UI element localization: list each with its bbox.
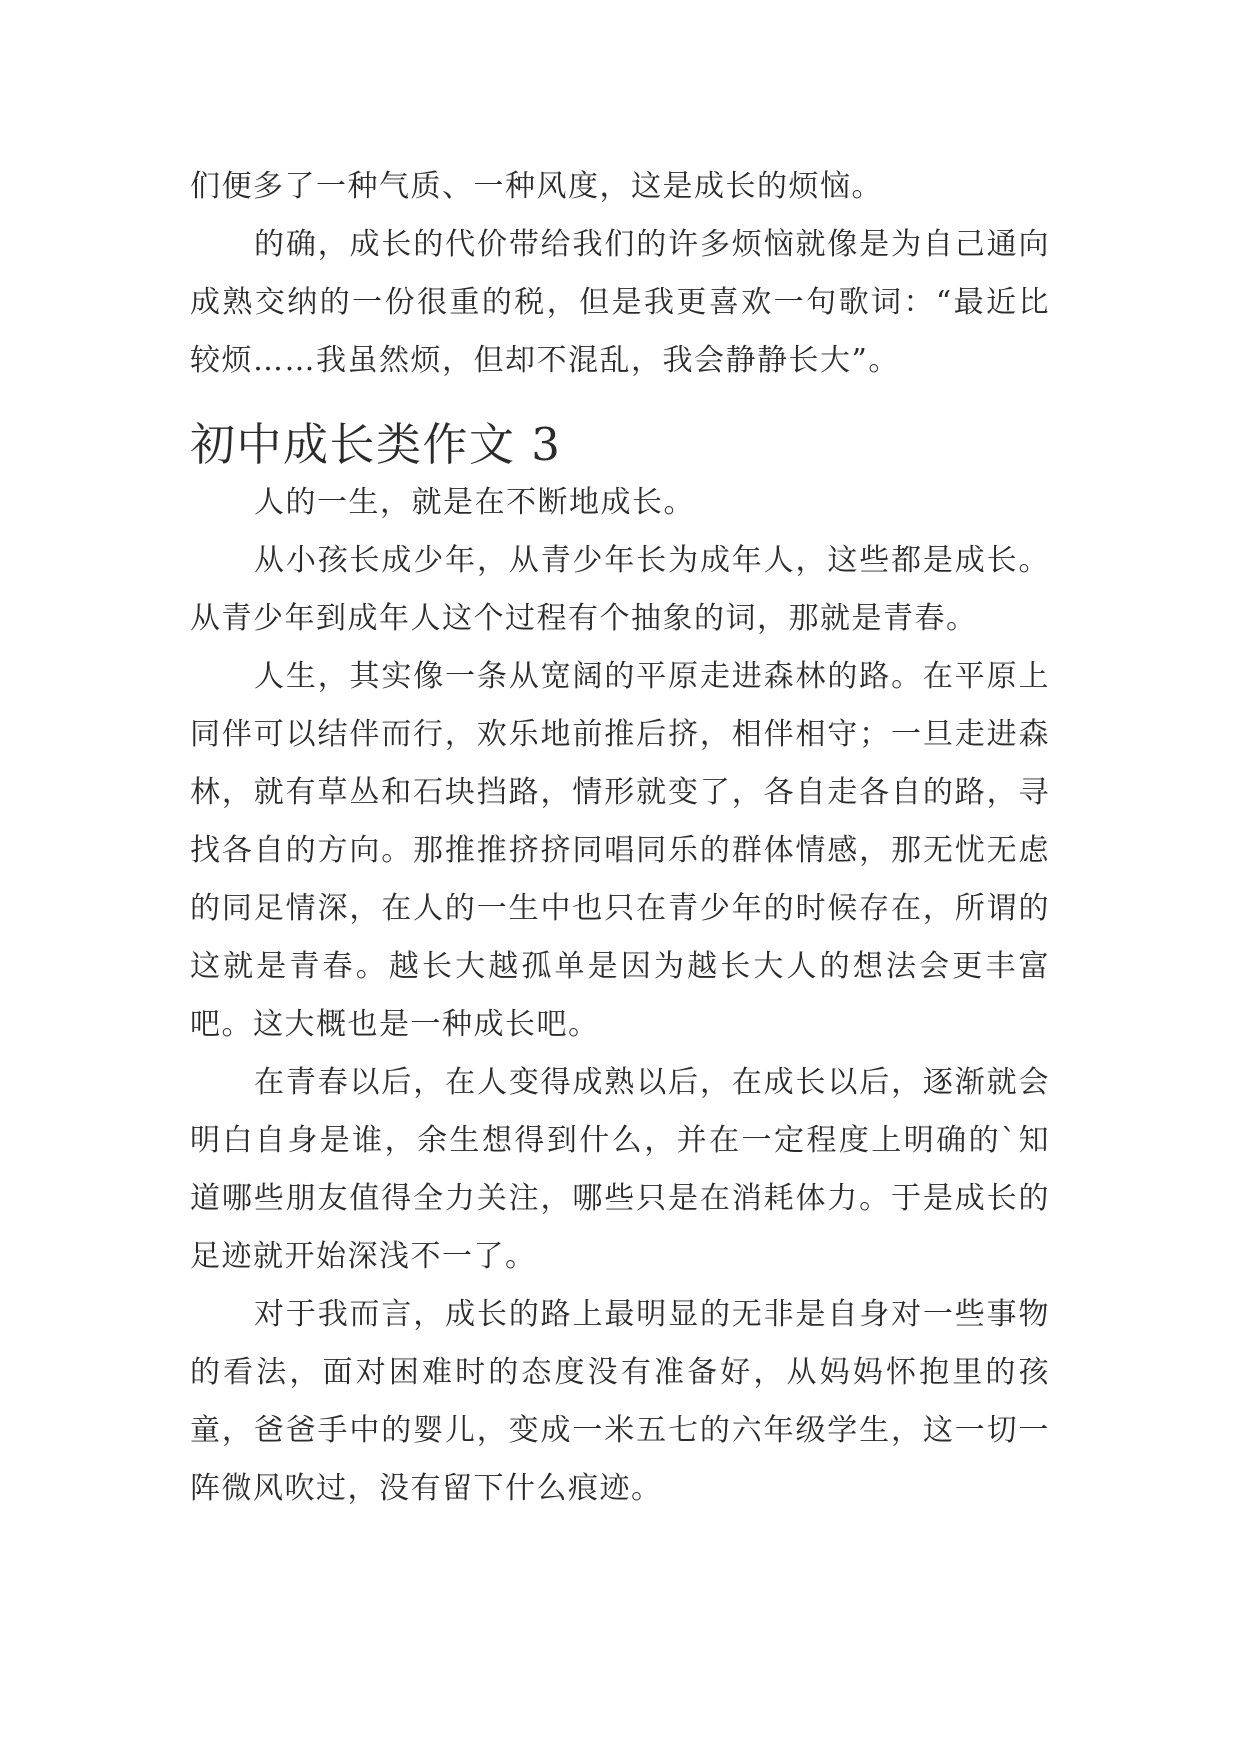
document-body	[190, 158, 1050, 1518]
paragraph-life-growth: 人的一生，就是在不断地成长。	[254, 485, 695, 520]
essay-title: 初中成长类作文 3	[190, 418, 562, 471]
paragraph-continuation: 们便多了一种气质、一种风度，这是成长的烦恼。	[190, 169, 883, 204]
paragraph-youth: 从小孩长成少年，从青少年长为成年人，这些都是成长。从青少年到成年人这个过程有个抽象的词，那就是青春。	[190, 543, 1050, 636]
paragraph-cost-of-growth: 的确，成长的代价带给我们的许多烦恼就像是为自己通向成熟交纳的一份很重的税，但是我更喜欢一句歌词：“最近比较烦……我虽然烦，但却不混乱，我会静静长大”。	[190, 227, 1050, 378]
paragraph-personal: 对于我而言，成长的路上最明显的无非是自身对一些事物的看法，面对困难时的态度没有准备好，从妈妈怀抱里的孩童，爸爸手中的婴儿，变成一米五七的六年级学生，这一切一阵微风吹过，没有留下什么痕迹。	[190, 1297, 1050, 1506]
paragraph-forest-road: 人生，其实像一条从宽阔的平原走进森林的路。在平原上同伴可以结伴而行，欢乐地前推后挤，相伴相守；一旦走进森林，就有草丛和石块挡路，情形就变了，各自走各自的路，寻找各自的方向。那推推挤挤同唱同乐的群体情感，那无忧无虑的同足情深，在人的一生中也只在青少年的时候存在，所谓的这就是青春。越长大越孤单是因为越长大人的想法会更丰富吧。这大概也是一种成长吧。	[190, 659, 1050, 1042]
paragraph-after-youth: 在青春以后，在人变得成熟以后，在成长以后，逐渐就会明白自身是谁，余生想得到什么，并在一定程度上明确的`知道哪些朋友值得全力关注，哪些只是在消耗体力。于是成长的足迹就开始深浅不一了。	[190, 1065, 1050, 1274]
